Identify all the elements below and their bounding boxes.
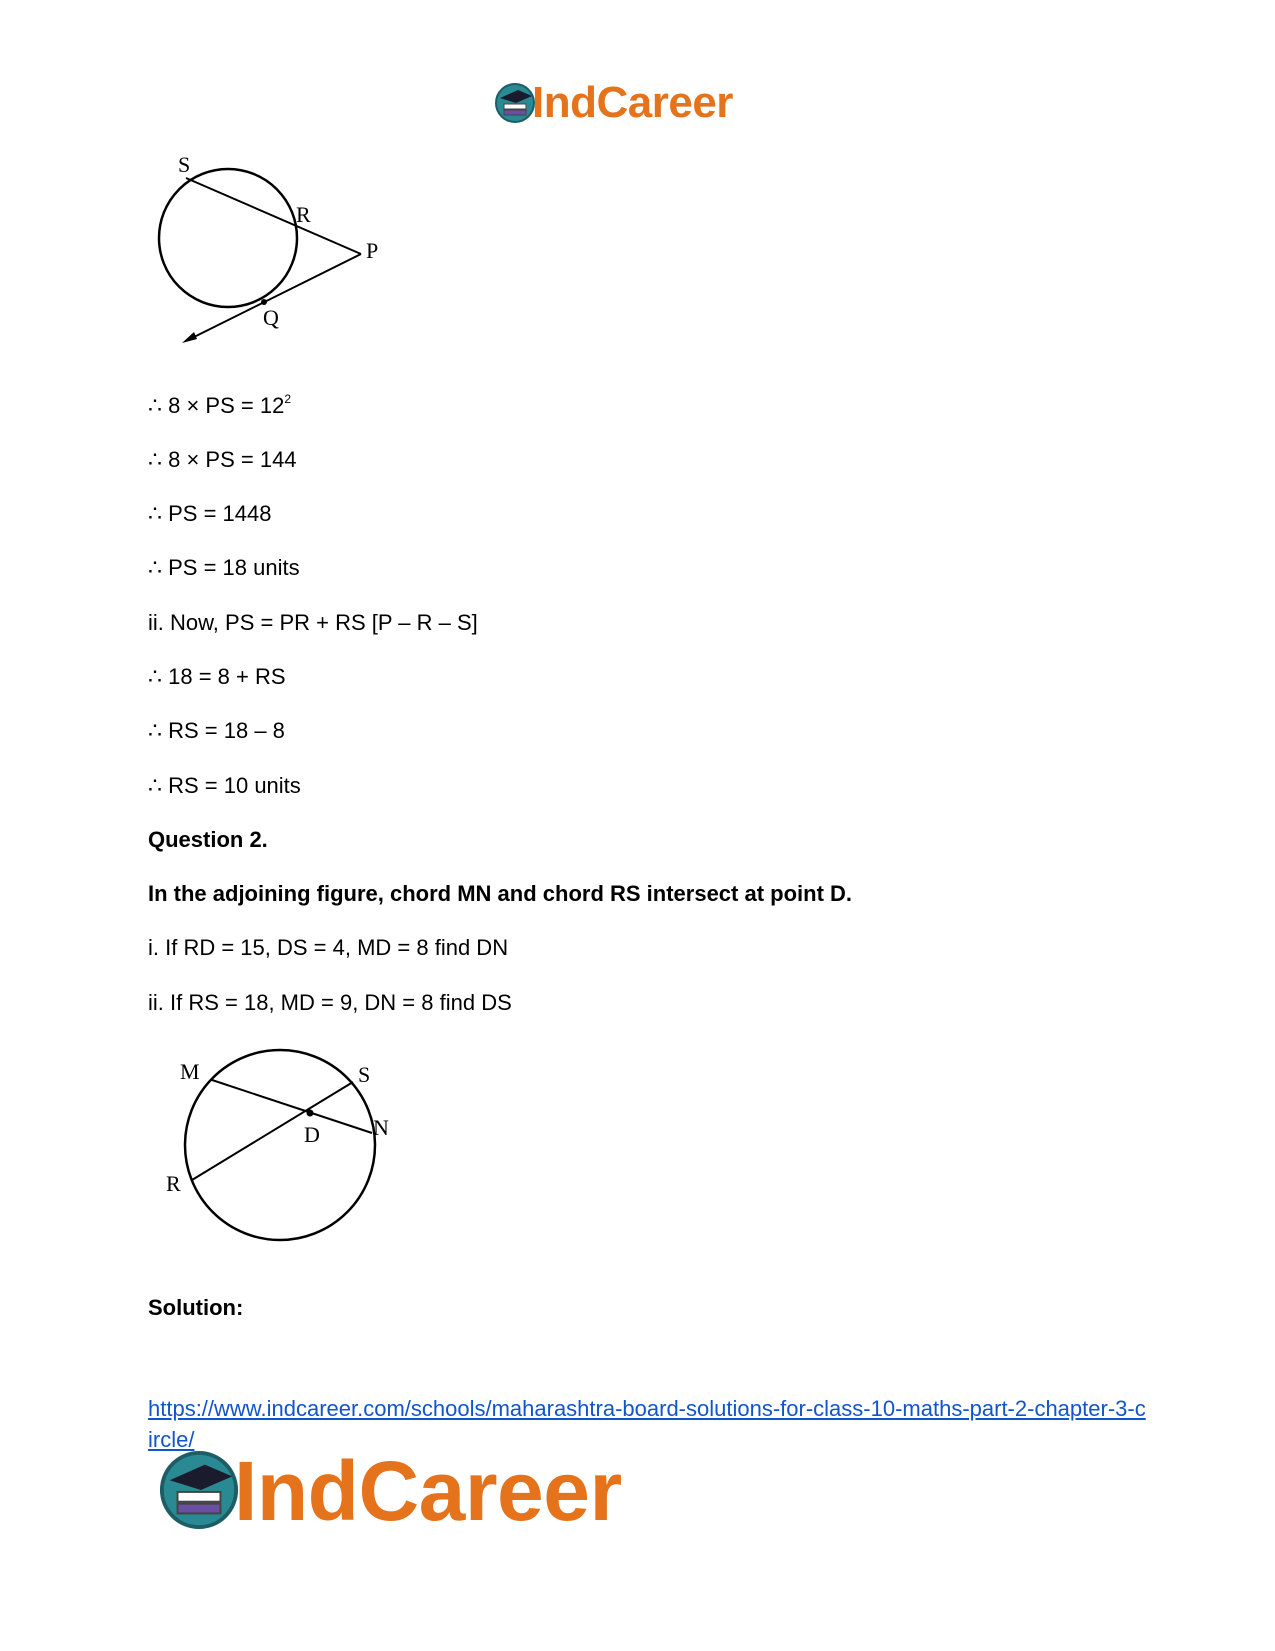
- question-statement: In the adjoining figure, chord MN and chord RS intersect at point D.: [148, 881, 853, 906]
- footer-source-link[interactable]: https://www.indcareer.com/schools/maharashtra-board-solutions-for-class-10-maths-part-2-chapter-3-circle/: [148, 1396, 1146, 1452]
- figure2-label-m: M: [180, 1059, 200, 1084]
- line-step-5: ii. Now, PS = PR + RS [P – R – S]: [148, 610, 478, 635]
- figure1-circle: [159, 169, 297, 307]
- line-step-4: ∴ PS = 18 units: [148, 555, 300, 580]
- figure2-point-d: [307, 1110, 314, 1117]
- line-step-3: ∴ PS = 1448: [148, 501, 272, 526]
- line-step-8: ∴ RS = 10 units: [148, 773, 301, 798]
- question-part-i: i. If RD = 15, DS = 4, MD = 8 find DN: [148, 935, 509, 960]
- figure1-label-r: R: [296, 202, 311, 227]
- exponent: 2: [284, 392, 291, 406]
- figure1-label-s: S: [178, 152, 191, 177]
- figure-intersecting-chords: [160, 1045, 420, 1265]
- figure2-circle: [185, 1050, 375, 1240]
- figure1-label-p: P: [366, 238, 379, 263]
- figure2-label-d: D: [304, 1122, 320, 1147]
- figure1-secant-line: [186, 178, 361, 254]
- question-title: Question 2.: [148, 827, 268, 852]
- figure-secant-tangent: [148, 150, 408, 350]
- question-part-ii: ii. If RS = 18, MD = 9, DN = 8 find DS: [148, 990, 512, 1015]
- figure2-label-n: N: [373, 1115, 389, 1140]
- logo-globe-icon: [158, 1449, 240, 1531]
- header-logo-text: IndCareer: [532, 78, 733, 127]
- figure2-chord-rs: [192, 1082, 353, 1180]
- logo-globe-icon: [494, 82, 536, 124]
- line-step-1: ∴ 8 × PS = $12^2$: [148, 392, 291, 418]
- figure2-label-s: S: [358, 1062, 371, 1087]
- figure2-label-r: R: [166, 1171, 181, 1196]
- line-step-6: ∴ 18 = 8 + RS: [148, 664, 286, 689]
- line-step-2: ∴ 8 × PS = 144: [148, 447, 297, 472]
- line-step-7: ∴ RS = 18 – 8: [148, 718, 285, 743]
- figure1-label-q: Q: [263, 305, 279, 330]
- figure1-arrowhead: [182, 332, 197, 343]
- figure2-chord-mn: [212, 1080, 372, 1133]
- solution-label: Solution:: [148, 1295, 244, 1320]
- footer-logo-text: IndCareer: [234, 1444, 622, 1538]
